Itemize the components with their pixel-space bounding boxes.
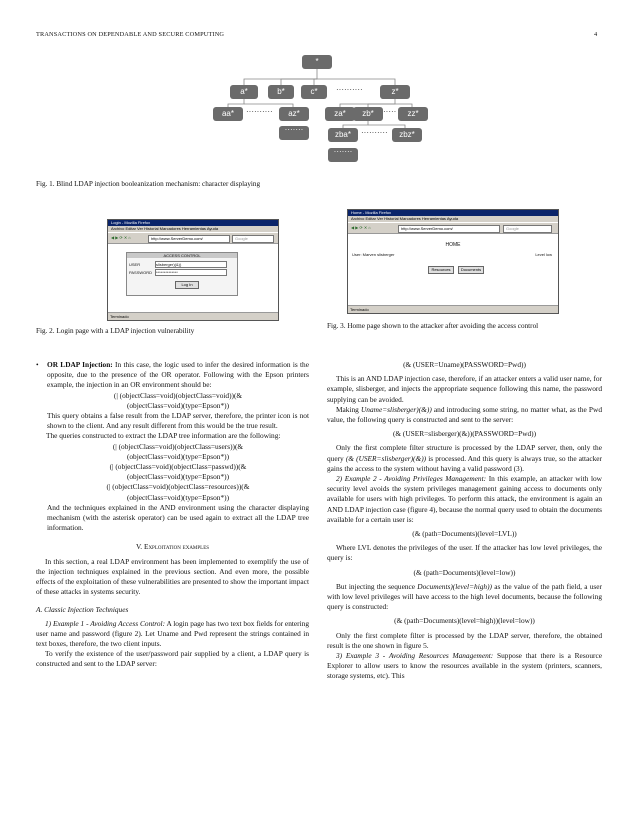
paragraph (327, 582, 602, 613)
or-injection-bullet (36, 360, 309, 391)
query-line: (& (USER=Uname)(PASSWORD=Pwd)) (403, 360, 526, 369)
page-content (348, 234, 558, 305)
back-forward-icon: ◀ ▶ ⟳ ✕ ⌂ (111, 235, 131, 240)
example-3-text: Suppose that there is a Resource Explorer to allow users to know the resources available in the system (printers, scanners, storage systems, etc). This (327, 651, 602, 681)
query-line: (| (objectClass=void)(objectClass=resources))(& (106, 482, 250, 492)
page-content (108, 244, 278, 312)
panel-title: ACCESS CONTROL (127, 253, 237, 258)
query-line: (objectClass=void)(type=Epson*)) (126, 451, 230, 461)
bullet-title: OR LDAP Injection: (47, 360, 113, 369)
example-1-title: 1) Example 1 - Avoiding Access Control: (45, 618, 166, 628)
paragraph (327, 651, 602, 682)
text-run: Uname=slisberger)(&)) (361, 404, 432, 414)
tree-node-z: z* (380, 85, 410, 99)
right-column (327, 360, 602, 682)
query-line: (& (path=Documents)(level=high))(level=low)) (394, 616, 535, 626)
navigation-toolbar (348, 222, 558, 234)
paragraph: To verify the existence of the user/password pair supplied by a client, a LDAP query is constructed and sent to the LDAP server: (36, 649, 309, 669)
text-run: (& (USER=slisberger)(&)) (345, 453, 427, 463)
paragraph (36, 619, 309, 650)
tree-node-zba-children: ······· (328, 148, 358, 162)
address-bar: http://www.ServerDemo.com/ (398, 225, 500, 233)
text-run: is processed. And this query is always true, so the attacker gains the access to the system without having a valid password (3). (327, 453, 602, 473)
tree-node-zb: zb* (353, 107, 383, 121)
user-line: User: Marven slisberger (352, 252, 395, 257)
query-line: (objectClass=void)(type=Epson*)) (126, 400, 230, 410)
tree-ellipsis: ·········· (246, 107, 273, 116)
example-1-text: A login page has two text box fields for entering user name and password (figure 2). Let Uname and Pwd represent the strings contained in text boxes, therefore, the two client inputs. (36, 618, 309, 649)
tree-ellipsis: ····· (383, 107, 397, 116)
query-line: (& (USER=slisberger)(&))(PASSWORD=Pwd)) (392, 429, 537, 439)
section-heading: V. Exploitation examples (135, 542, 210, 552)
query-line: (| (objectClass=void)(objectClass=passwd))(& (109, 462, 247, 472)
paragraph (327, 405, 602, 425)
password-field: ************** (155, 269, 227, 276)
tree-node-zbz: zbz* (392, 128, 422, 142)
query-line: (& (path=Documents)(level=LVL)) (412, 529, 517, 539)
window-title: Home - Mozilla Firefox (348, 210, 558, 216)
password-label: PASSWORD (129, 270, 153, 275)
user-label: USER (129, 262, 141, 267)
tree-node-aa: aa* (213, 107, 243, 121)
figure-2-caption: Fig. 2. Login page with a LDAP injection vulnerability (36, 327, 195, 335)
figure-2-browser-window (107, 219, 279, 321)
example-2-title: 2) Example 2 - Avoiding Privileges Management: (336, 474, 487, 484)
paragraph: In this section, a real LDAP environment has been implemented to exemplify the use of the injection techniques explained in the previous section. And even more, the possible effects of the exploitation of these vulnerabilities are presented to show the important impact of these attacks in systems security. (36, 556, 309, 597)
left-column (36, 360, 309, 670)
resources-button: Resources (428, 266, 454, 274)
text-run: as the value of the path field, a user with low level privileges will have access to the high level documents, because the following query is constructed: (327, 581, 602, 612)
tree-node-za: za* (325, 107, 355, 121)
documents-button: Documents (458, 266, 484, 274)
figure-3-browser-window (347, 209, 559, 314)
paragraph: Where LVL denotes the privileges of the user. If the attacker has low level privileges, the query is: (327, 543, 602, 563)
tree-node-root: * (302, 55, 332, 69)
tree-node-zz: zz* (398, 107, 428, 121)
tree-node-b: b* (268, 85, 294, 99)
text-run: But injecting the sequence (336, 581, 416, 591)
window-title: Login - Mozilla Firefox (108, 220, 278, 226)
paragraph: The queries constructed to extract the LDAP tree information are the following: (46, 431, 281, 441)
tree-node-zba: zba* (328, 128, 358, 142)
menu-bar: Archivo Editar Ver Historial Marcadores Herramientas Ayuda (351, 216, 459, 221)
tree-node-c: c* (301, 85, 327, 99)
search-box: Google (232, 235, 274, 243)
running-header: TRANSACTIONS ON DEPENDABLE AND SECURE COMPUTING (36, 31, 225, 38)
paragraph: This query obtains a false result from the LDAP server, therefore, the printer icon is not shown to the client. And any result different from this would be the true result. (47, 411, 309, 431)
address-bar: http://www.ServerDemo.com/ (148, 235, 230, 243)
paragraph: Only the first complete filter is processed by the LDAP server, therefore, the obtained result is the one shown in figure 5. (327, 630, 602, 650)
tree-node-az-children: ······· (279, 126, 309, 140)
paragraph: And the techniques explained in the AND environment using the character displaying mechanism (with the asterisk operator) can be used again to extract all the LDAP tree information. (47, 502, 309, 533)
query-line: (objectClass=void)(type=Epson*)) (126, 472, 230, 482)
example-2-text: In this example, an attacker with low security level avoids the system privileges management gaining access to documents only available for users with high privileges. To perform this attack, the environment is again an AND LDAP injection case (figure 4), because the normal query used to obtain the documents available for a certain user is: (327, 474, 602, 524)
text-run: and introducing some string, no matter what, as the Pwd value, the following query is constructed and sent to the server: (327, 404, 602, 425)
navigation-toolbar (108, 232, 278, 244)
tree-node-az: az* (279, 107, 309, 121)
status-bar: Terminado (348, 305, 558, 313)
query-line: (| (objectClass=void)(objectClass=void))(& (113, 390, 243, 400)
query-line: (| (objectClass=void)(objectClass=users))(& (112, 441, 244, 451)
query-line: (objectClass=void)(type=Epson*)) (126, 492, 230, 502)
paragraph: This is an AND LDAP injection case, therefore, if an attacker enters a valid user name, for example, slisberger, and injects the appropriate sequence following this name, the password supplying can be avoided. (327, 374, 602, 404)
subsection-heading: A. Classic Injection Techniques (36, 605, 129, 615)
text-run: Only the first complete filter structure is processed by the LDAP server, then, only the query (327, 443, 602, 463)
status-bar: Terminado (108, 312, 278, 320)
home-heading: HOME (445, 242, 461, 248)
tree-node-a: a* (230, 85, 258, 99)
access-control-panel (126, 252, 238, 296)
search-box: Google (503, 225, 552, 233)
figure-1-caption: Fig. 1. Blind LDAP injection booleanization mechanism: character displaying (36, 180, 261, 188)
paragraph (327, 474, 602, 525)
tree-ellipsis: ·········· (361, 128, 388, 137)
bullet-text: In this case, the logic used to infer the desired information is the opposite, due to the presence of the OR operator. Following with the Epson printers example, the injection in an OR environment should be: (47, 360, 309, 390)
back-forward-icon: ◀ ▶ ⟳ ✕ ⌂ (351, 225, 371, 230)
text-run: Documents)(level=high)) (417, 581, 492, 591)
example-3-title: 3) Example 3 - Avoiding Resources Management: (336, 651, 494, 661)
level-label: Level low (535, 252, 552, 257)
user-field: slisberger)(&)) (155, 261, 227, 268)
menu-bar: Archivo Editar Ver Historial Marcadores Herramientas Ayuda (111, 226, 219, 231)
paragraph (327, 443, 602, 474)
tree-ellipsis: ·········· (336, 85, 363, 94)
page-number: 4 (594, 31, 598, 38)
query-line: (& (path=Documents)(level=low)) (413, 567, 516, 577)
login-button: Log In (175, 281, 199, 289)
figure-3-caption: Fig. 3. Home page shown to the attacker after avoiding the access control (327, 322, 539, 330)
text-run: Making (336, 404, 359, 414)
